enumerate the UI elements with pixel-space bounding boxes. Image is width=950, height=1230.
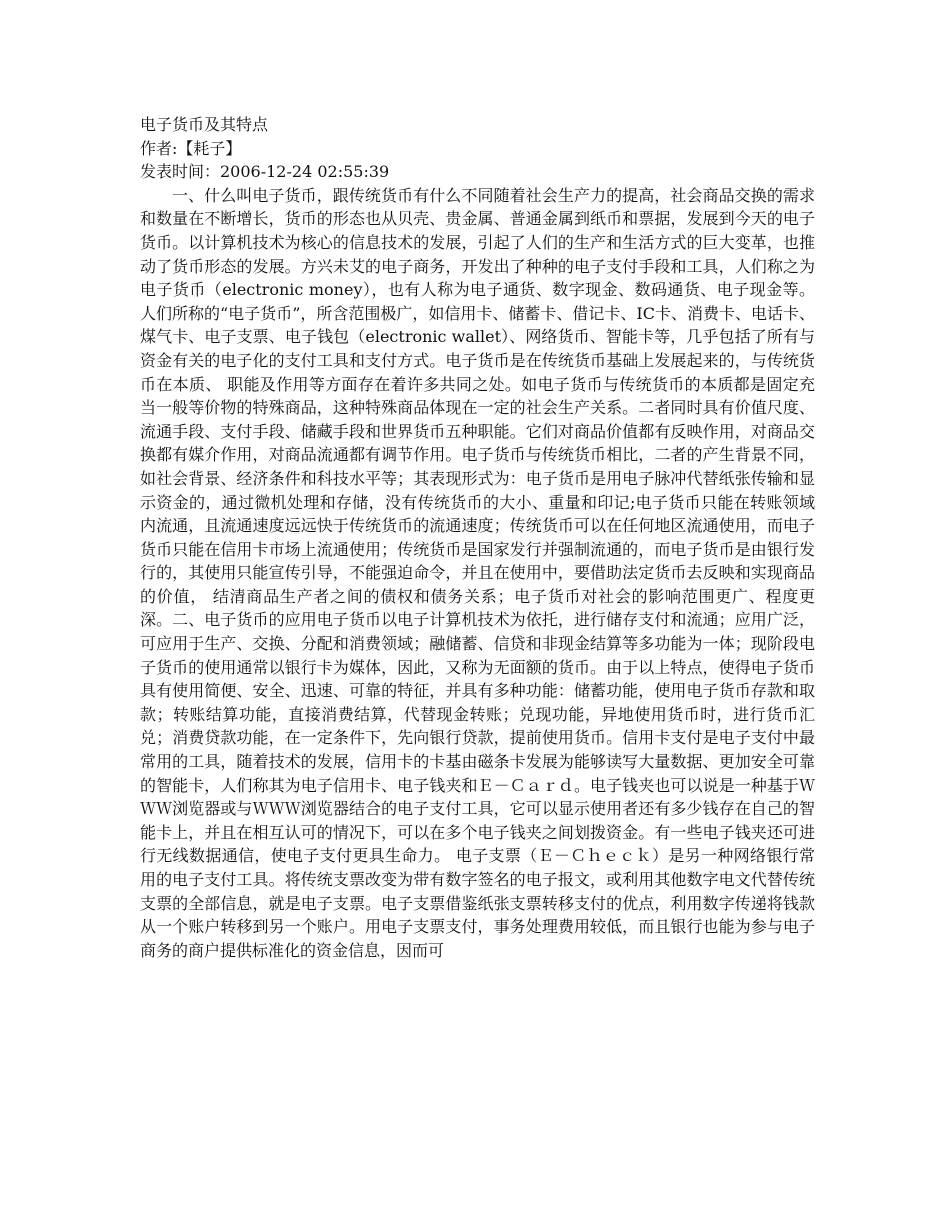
document-title: 电子货币及其特点 [140, 115, 269, 134]
document-page [140, 113, 815, 962]
publish-date-line: 发表时间：2006-12-24 02:55:39 [140, 162, 390, 182]
author-line: 作者:【耗子】 [140, 138, 242, 158]
article-body: 一、什么叫电子货币，跟传统货币有什么不同随着社会生产力的提高，社会商品交换的需求和数量在不断增长，货币的形态也从贝壳、贵金属、普通金属到纸币和票据，发展到今天的电子货币。以计算机技术为核心的信息技术的发展，引起了人们的生产和生活方式的巨大变革，也推动了货币形态的发展。方兴未艾的电子商务，开发出了种种的电子支付手段和工具，人们称之为电子货币（electronic money），也有人称为电子通货、数字现金、数码通货、电子现金等。人们所称的“电子货币”，所含范围极广，如信用卡、储蓄卡、借记卡、IC卡、消费卡、电话卡、煤气卡、电子支票、电子钱包（electronic wallet）、网络货币、智能卡等，几乎包括了所有与资金有关的电子化的支付工具和支付方式。电子货币是在传统货币基础上发展起来的，与传统货币在本质、 职能及作用等方面存在着许多共同之处。如电子货币与传统货币的本质都是固定充当一般等价物的特殊商品，这种特殊商品体现在一定的社会生产关系。二者同时具有价值尺度、流通手段、支付手段、储藏手段和世界货币五种职能。它们对商品价值都有反映作用，对商品交换都有媒介作用，对商品流通都有调节作用。电子货币与传统货币相比，二者的产生背景不同，如社会背景、经济条件和科技水平等；其表现形式为：电子货币是用电子脉冲代替纸张传输和显示资金的，通过微机处理和存储，没有传统货币的大小、重量和印记;电子货币只能在转账领域内流通，且流通速度远远快于传统货币的流通速度；传统货币可以在任何地区流通使用，而电子货币只能在信用卡市场上流通使用；传统货币是国家发行并强制流通的，而电子货币是由银行发行的，其使用只能宣传引导，不能强迫命令，并且在使用中，要借助法定货币去反映和实现商品的价值， 结清商品生产者之间的债权和债务关系；电子货币对社会的影响范围更广、程度更深。二、电子货币的应用电子货币以电子计算机技术为依托，进行储存支付和流通；应用广泛，可应用于生产、交换、分配和消费领域；融储蓄、信贷和非现金结算等多功能为一体；现阶段电子货币的使用通常以银行卡为媒体，因此，又称为无面额的货币。由于以上特点，使得电子货币具有使用简便、安全、迅速、可靠的特征，并具有多种功能：储蓄功能，使用电子货币存款和取款；转账结算功能，直接消费结算，代替现金转账；兑现功能，异地使用货币时，进行货币汇兑；消费贷款功能，在一定条件下，先向银行贷款，提前使用货币。信用卡支付是电子支付中最常用的工具，随着技术的发展，信用卡的卡基由磁条卡发展为能够读写大量数据、更加安全可靠的智能卡，人们称其为电子信用卡、电子钱夹和Ｅ－Ｃａｒｄ。电子钱夹也可以说是一种基于ＷＷＷ浏览器或与ＷＷＷ浏览器结合的电子支付工具，它可以显示使用者还有多少钱存在自己的智能卡上，并且在相互认可的情况下，可以在多个电子钱夹之间划拨资金。有一些电子钱夹还可进行无线数据通信，使电子支付更具生命力。 电子支票（Ｅ－Ｃｈｅｃｋ）是另一种网络银行常用的电子支付工具。将传统支票改变为带有数字签名的电子报文，或利用其他数字电文代替传统支票的全部信息，就是电子支票。电子支票借鉴纸张支票转移支付的优点，利用数字传递将钱款从一个账户转移到另一个账户。用电子支票支付，事务处理费用较低，而且银行也能为参与电子商务的商户提供标准化的资金信息，因而可 [140, 185, 815, 960]
